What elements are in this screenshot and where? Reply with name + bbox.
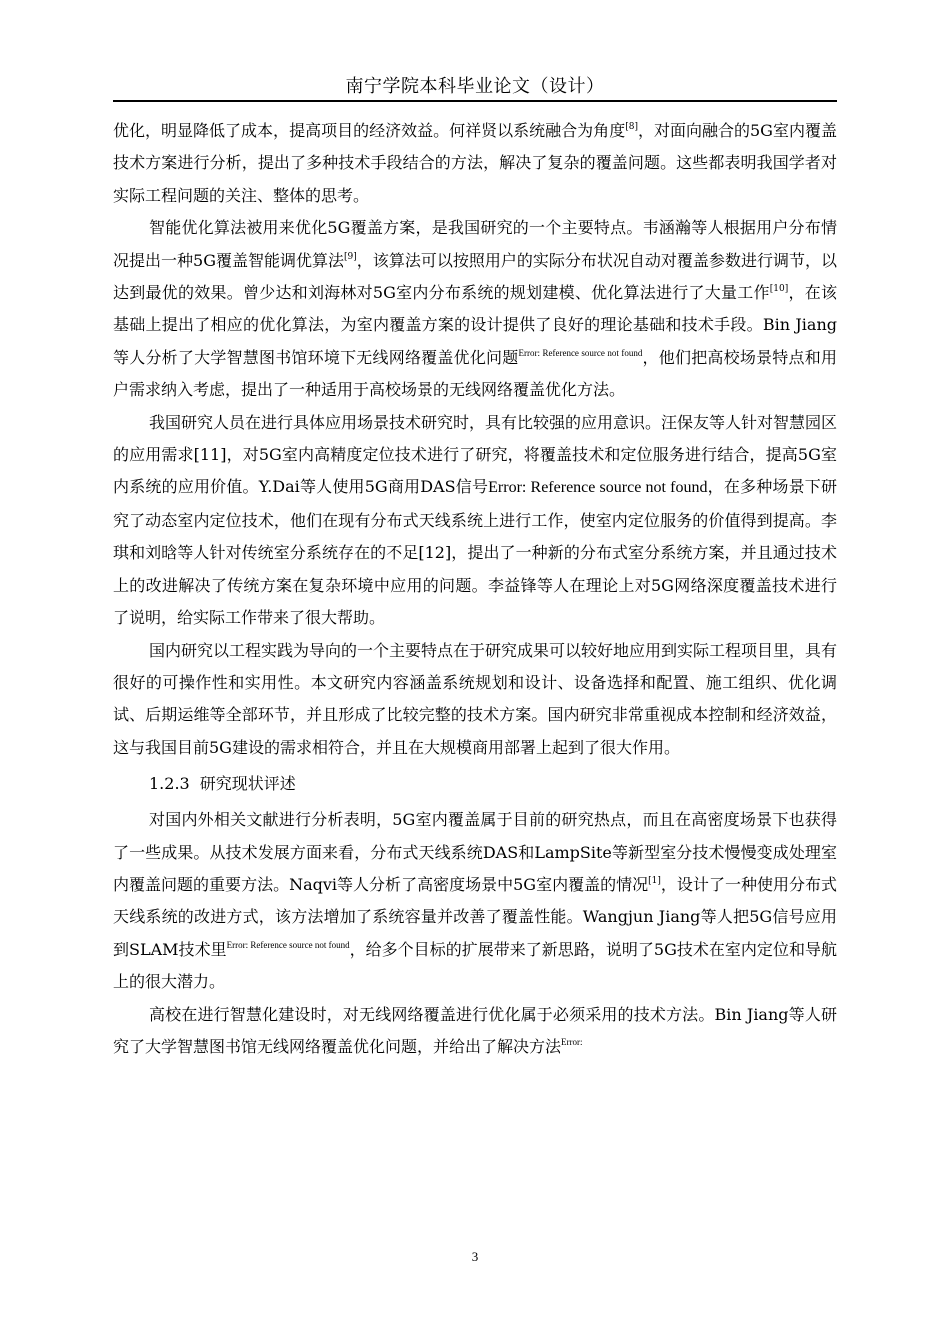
citation: [8] <box>625 122 638 132</box>
citation: [1] <box>648 875 661 886</box>
section-title: 研究现状评述 <box>199 774 296 794</box>
reference-error: Error: <box>561 1036 583 1047</box>
section-heading <box>113 768 837 800</box>
paragraph-4 <box>113 635 837 765</box>
paragraph-text: ，设计了一种使用分布式天线系统的改进方式，该方法增加了系统容量并改善了覆盖性能。Wangjun Jiang等人把5G信号应用到SLAM技术里 <box>113 874 837 959</box>
paragraph-text: 对国内外相关文献进行分析表明，5G室内覆盖属于目前的研究热点，而且在高密度场景下也获得了一些成果。从技术发展方面来看，分布式天线系统DAS和LampSite等新型室分技术慢慢变成处理室内覆盖问题的重要方法。Naqvi等人分析了高密度场景中5G室内覆盖的情况 <box>113 810 837 894</box>
paragraph-text: 国内研究以工程实践为导向的一个主要特点在于研究成果可以较好地应用到实际工程项目里，具有很好的可操作性和实用性。本文研究内容涵盖系统规划和设计、设备选择和配置、施工组织、优化调试、后期运维等全部环节，并且形成了比较完整的技术方案。国内研究非常重视成本控制和经济效益，这与我国目前5G建设的需求相符合，并且在大规模商用部署上起到了很大作用。 <box>113 640 838 757</box>
page-number: 3 <box>471 1249 479 1264</box>
paragraph-text: ，该算法可以按照用户的实际分布状况自动对覆盖参数进行调节，以达到最优的效果。曾少达和刘海林对5G室内分布系统的规划建模、优化算法进行了大量工作 <box>113 250 837 303</box>
paragraph-text: ，在该基础上提出了相应的优化算法，为室内覆盖方案的设计提供了良好的理论基础和技术手段。Bin Jiang等人分析了大学智慧图书馆环境下无线网络覆盖优化问题 <box>113 283 837 367</box>
paragraph-text: 高校在进行智慧化建设时，对无线网络覆盖进行优化属于必须采用的技术方法。Bin Jiang等人研究了大学智慧图书馆无线网络覆盖优化问题，并给出了解决方法 <box>113 1004 837 1056</box>
paragraph-text: ，在多种场景下研究了动态室内定位技术，他们在现有分布式天线系统上进行工作，使室内定位服务的价值得到提高。李琪和刘晗等人针对传统室分系统存在的不足[12]，提出了一种新的分布式室分系统方案，并且通过技术上的改进解决了传统方案在复杂环境中应用的问题。李益锋等人在理论上对5G网络深度覆盖技术进行了说明，给实际工作带来了很大帮助。 <box>113 477 837 628</box>
paragraph-1 <box>113 115 837 212</box>
citation: [9] <box>344 251 357 262</box>
header-rule <box>113 100 837 102</box>
paragraph-6 <box>113 999 837 1064</box>
paragraph-2 <box>113 212 837 406</box>
paragraph-text: 优化，明显降低了成本，提高项目的经济效益。何祥贤以系统融合为角度 <box>113 121 626 140</box>
paragraph-text: ，给多个目标的扩展带来了新思路，说明了5G技术在室内定位和导航上的很大潜力。 <box>113 939 837 992</box>
reference-error: Error: Reference source not found <box>488 479 708 497</box>
paragraph-text: 我国研究人员在进行具体应用场景技术研究时，具有比较强的应用意识。汪保友等人针对智慧园区的应用需求[11]，对5G室内高精度定位技术进行了研究，将覆盖技术和定位服务进行结合，提高5G室内系统的应用价值。Y.Dai等人使用5G商用DAS信号 <box>113 412 838 497</box>
running-header: 南宁学院本科毕业论文（设计） <box>345 76 605 97</box>
body-text <box>113 115 837 1063</box>
paragraph-text: ，他们把高校场景特点和用户需求纳入考虑，提出了一种适用于高校场景的无线网络覆盖优化方法。 <box>113 347 837 400</box>
paragraph-text: ，对面向融合的5G室内覆盖技术方案进行分析，提出了多种技术手段结合的方法，解决了复杂的覆盖问题。这些都表明我国学者对实际工程问题的关注、整体的思考。 <box>113 121 837 205</box>
section-number: 1.2.3 <box>149 774 190 794</box>
reference-error: Error: Reference source not found <box>226 939 350 950</box>
citation: [10] <box>769 284 789 295</box>
reference-error: Error: Reference source not found <box>518 347 643 358</box>
paragraph-text: 智能优化算法被用来优化5G覆盖方案，是我国研究的一个主要特点。韦涵瀚等人根据用户分布情况提出一种5G覆盖智能调优算法 <box>113 218 837 270</box>
paragraph-3 <box>113 407 837 635</box>
paragraph-5 <box>113 804 837 998</box>
